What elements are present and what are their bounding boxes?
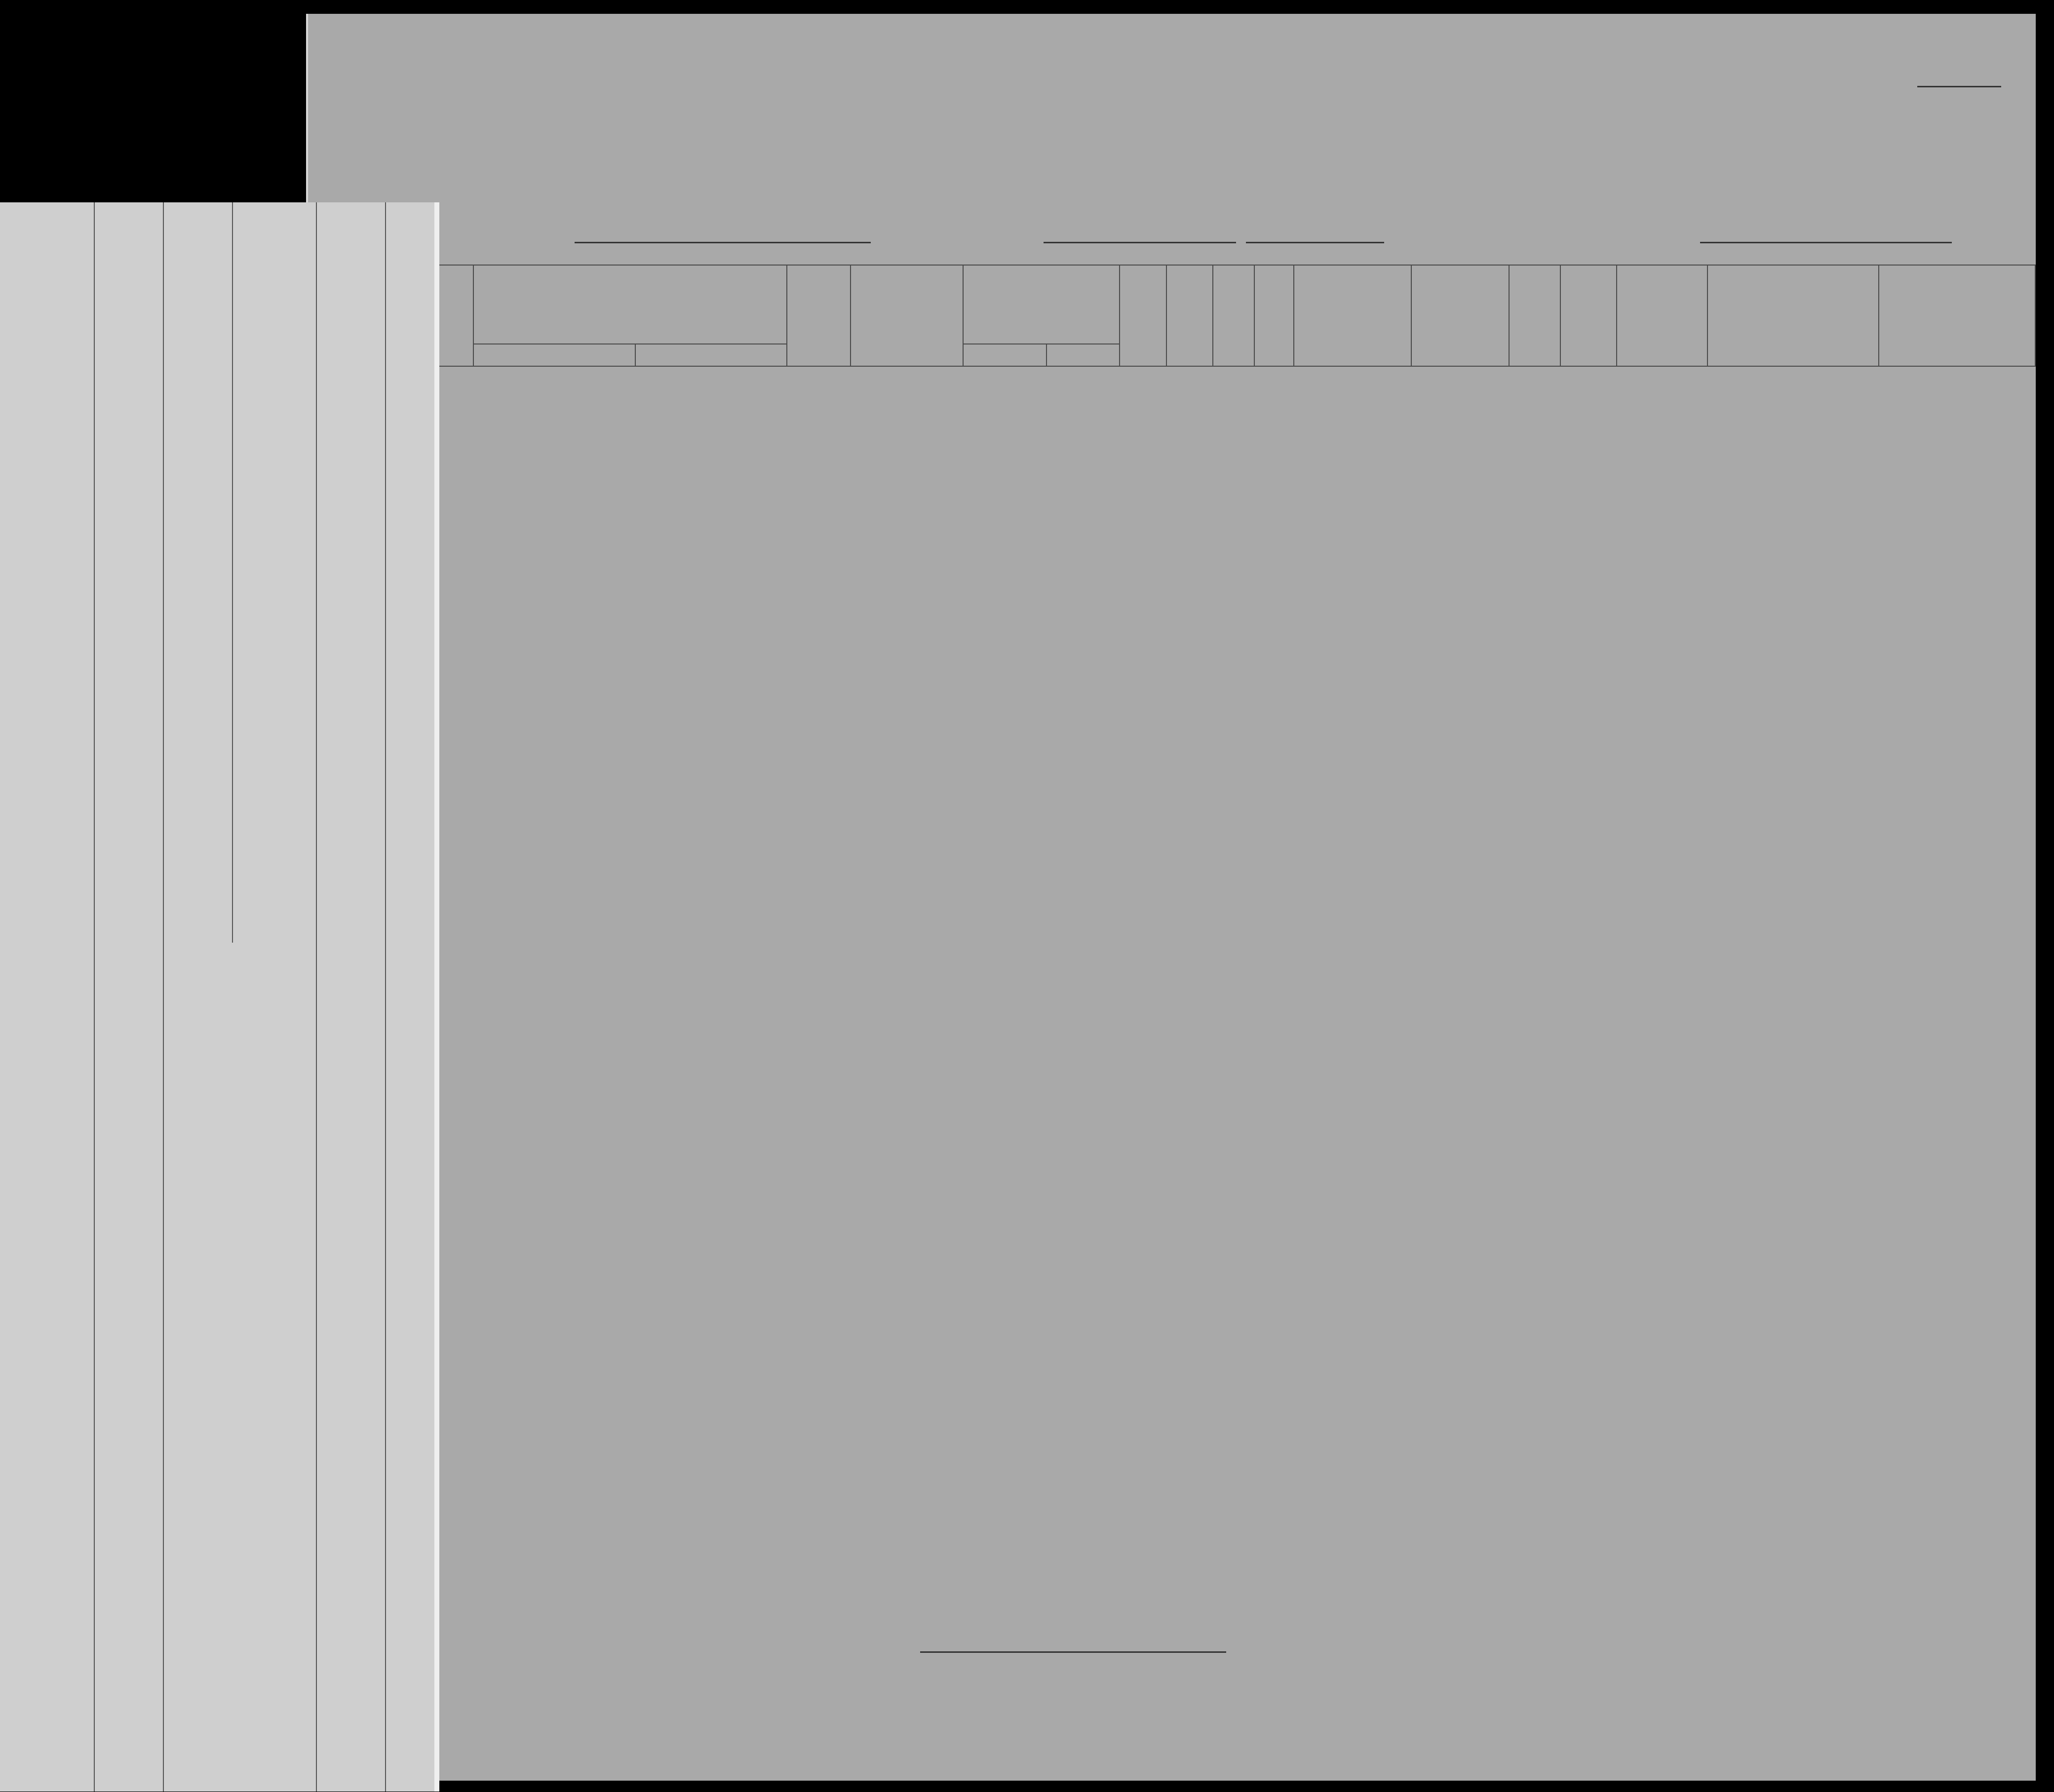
vessel-name [575,242,871,243]
header-sex [1254,265,1293,366]
header-discharged [1120,265,1166,366]
sheet-number [1917,86,2001,87]
arrival-month [1246,242,1384,243]
header-shipped-engaged [963,265,1120,344]
slip-lines [0,202,434,1792]
discharged-seamen-slip [0,202,439,1792]
from-port [1700,242,1952,243]
header-length-of-service [787,265,851,366]
header-remarks [1707,265,1879,366]
header-height [1509,265,1560,366]
arriving-port [1044,242,1236,243]
inspector-line [920,1651,1226,1653]
header-inspector-action [1879,265,2035,366]
header-physical-marks [1617,265,1707,366]
header-name-in-full [473,265,787,344]
header-family-name [473,344,635,366]
header-able-to-read [1166,265,1213,366]
header-age [1213,265,1254,366]
header-given-name [635,344,787,366]
header-when [963,344,1046,366]
header-race [1294,265,1411,366]
header-nationality [1411,265,1509,366]
header-weight [1560,265,1617,366]
crew-table [431,265,2036,367]
manifest-sheet [306,14,2036,1781]
header-position [851,265,963,366]
header-where [1046,344,1120,366]
hand-sail-note [606,1682,766,1711]
